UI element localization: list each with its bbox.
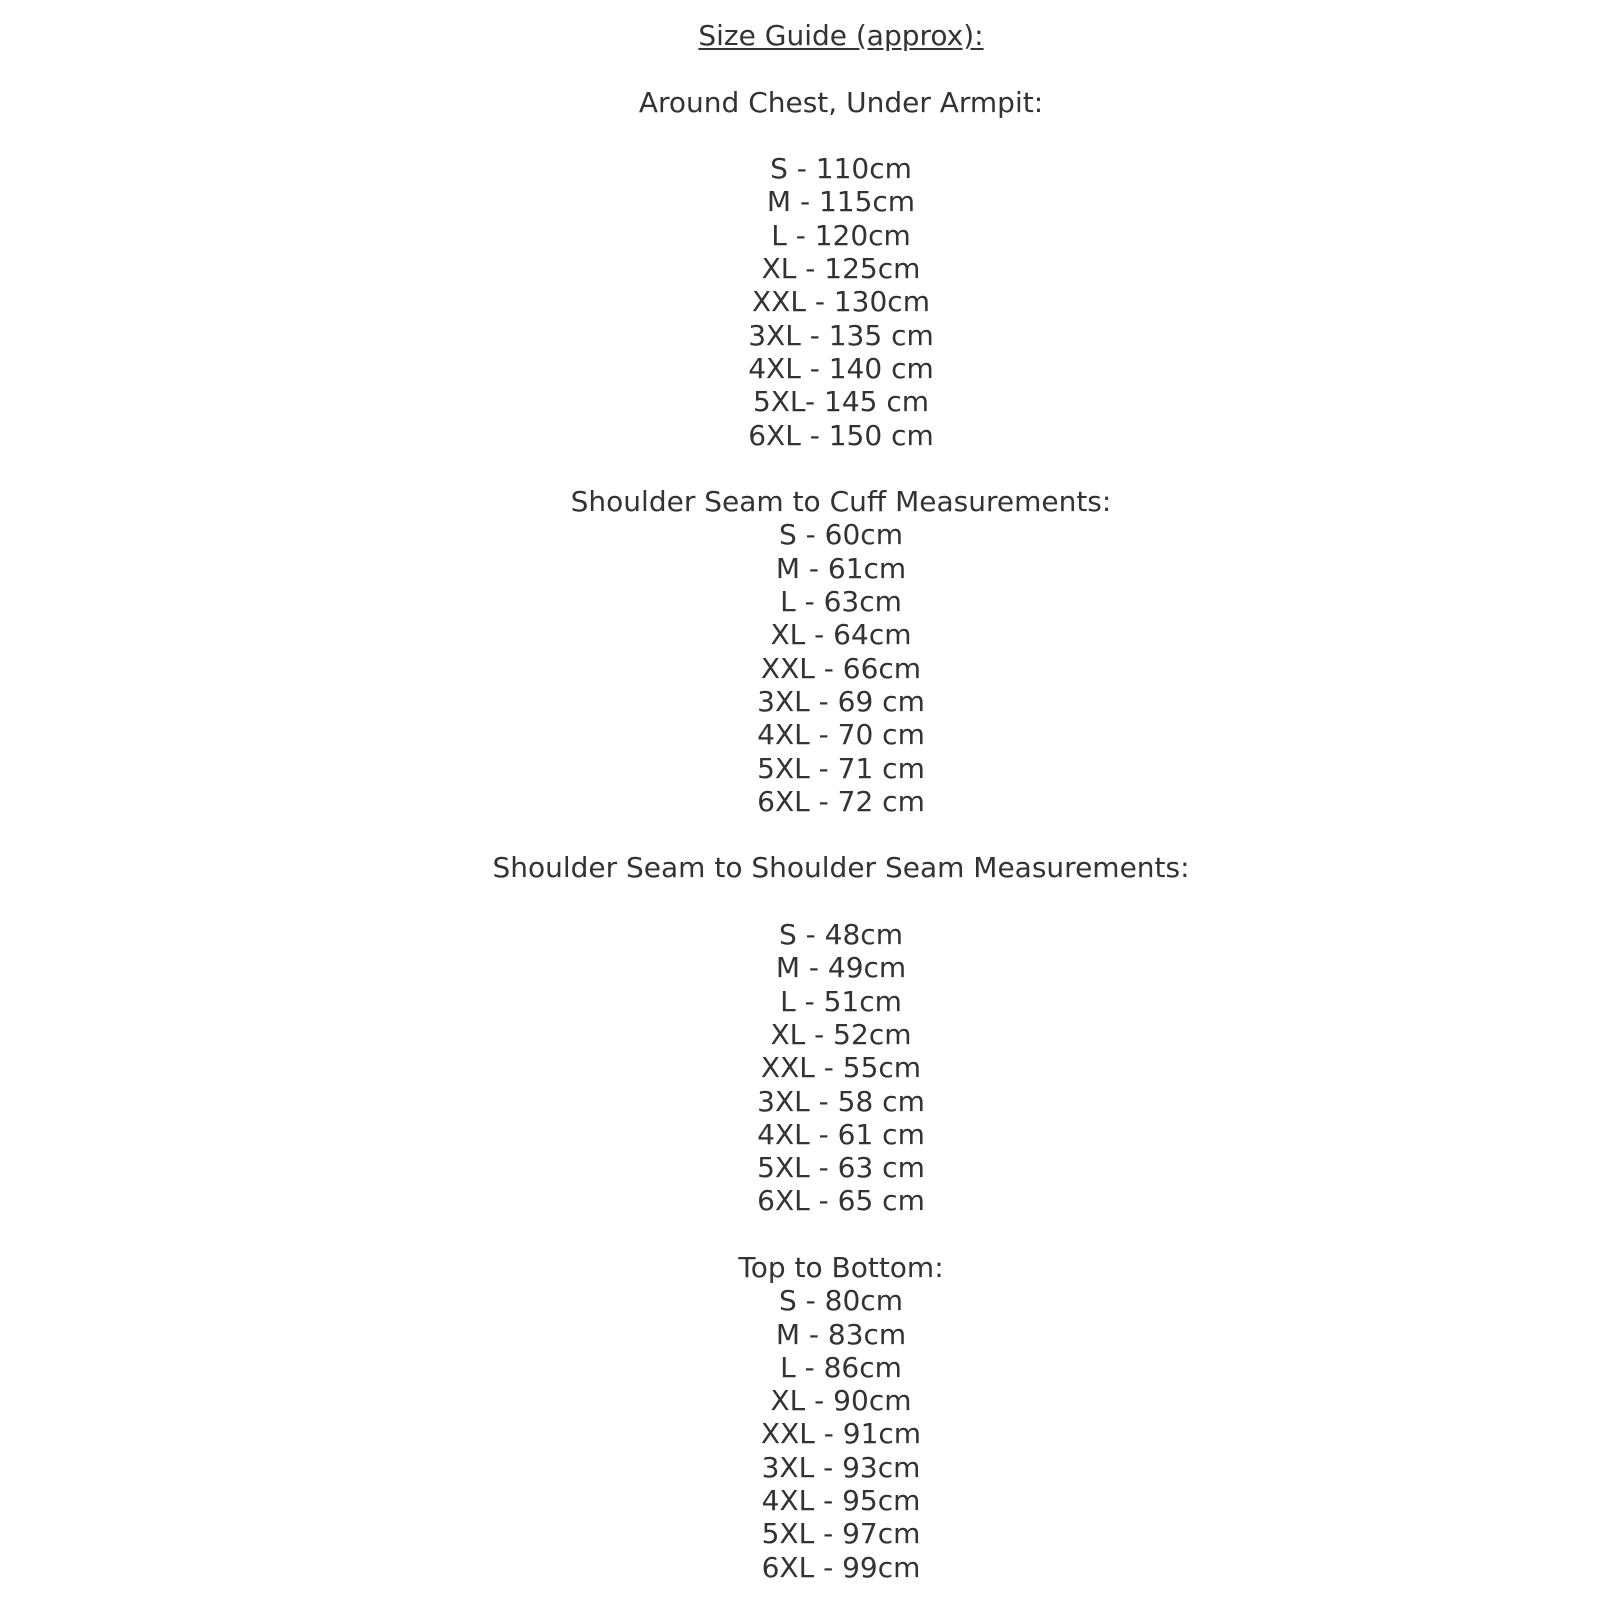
size-line: S - 110cm xyxy=(770,152,912,186)
size-line: 5XL- 145 cm xyxy=(752,385,930,419)
size-line: XXL - 55cm xyxy=(760,1051,922,1085)
size-line: 6XL - 99cm xyxy=(761,1550,921,1584)
size-line: 3XL - 58 cm xyxy=(757,1084,925,1118)
size-list xyxy=(82,152,1600,452)
size-line: L - 63cm xyxy=(780,585,902,619)
size-line: L - 86cm xyxy=(780,1350,902,1384)
size-line: M - 115cm xyxy=(766,185,916,219)
section-heading: Shoulder Seam to Shoulder Seam Measurements: xyxy=(492,851,1190,885)
section-heading: Top to Bottom: xyxy=(738,1250,944,1284)
section-heading: Shoulder Seam to Cuff Measurements: xyxy=(570,485,1112,519)
measurement-section xyxy=(82,1251,1600,1584)
size-list xyxy=(82,518,1600,818)
size-guide-sections xyxy=(82,86,1600,1584)
size-line: 4XL - 95cm xyxy=(761,1484,921,1518)
measurement-section xyxy=(82,851,1600,1217)
size-line: XXL - 130cm xyxy=(752,285,930,319)
size-line: 4XL - 140 cm xyxy=(748,351,934,385)
section-heading: Around Chest, Under Armpit: xyxy=(638,85,1044,119)
size-line: XL - 90cm xyxy=(770,1384,912,1418)
size-line: 3XL - 69 cm xyxy=(757,684,925,718)
size-line: 6XL - 72 cm xyxy=(757,784,925,818)
page-title: Size Guide (approx): xyxy=(698,19,984,52)
size-line: M - 83cm xyxy=(775,1317,907,1351)
measurement-section xyxy=(82,86,1600,452)
size-line: S - 48cm xyxy=(779,918,903,952)
size-line: XXL - 66cm xyxy=(760,651,922,685)
size-line: 5XL - 97cm xyxy=(761,1517,921,1551)
size-line: 6XL - 65 cm xyxy=(757,1184,925,1218)
size-line: 4XL - 70 cm xyxy=(757,718,925,752)
size-line: 3XL - 93cm xyxy=(761,1450,921,1484)
size-list xyxy=(82,1284,1600,1584)
size-line: 6XL - 150 cm xyxy=(748,418,934,452)
size-line: XL - 125cm xyxy=(761,252,921,286)
size-line: S - 60cm xyxy=(779,518,903,552)
size-line: XL - 64cm xyxy=(770,618,912,652)
size-line: S - 80cm xyxy=(779,1284,903,1318)
size-line: 3XL - 135 cm xyxy=(748,318,934,352)
size-line: XXL - 91cm xyxy=(760,1417,922,1451)
size-line: M - 61cm xyxy=(775,551,907,585)
size-line: 5XL - 63 cm xyxy=(757,1151,925,1185)
size-list xyxy=(82,918,1600,1218)
size-line: M - 49cm xyxy=(775,951,907,985)
size-line: XL - 52cm xyxy=(770,1017,912,1051)
size-line: L - 120cm xyxy=(771,218,911,252)
size-line: 4XL - 61 cm xyxy=(757,1117,925,1151)
measurement-section xyxy=(82,485,1600,818)
size-line: 5XL - 71 cm xyxy=(757,751,925,785)
size-line: L - 51cm xyxy=(780,984,902,1018)
